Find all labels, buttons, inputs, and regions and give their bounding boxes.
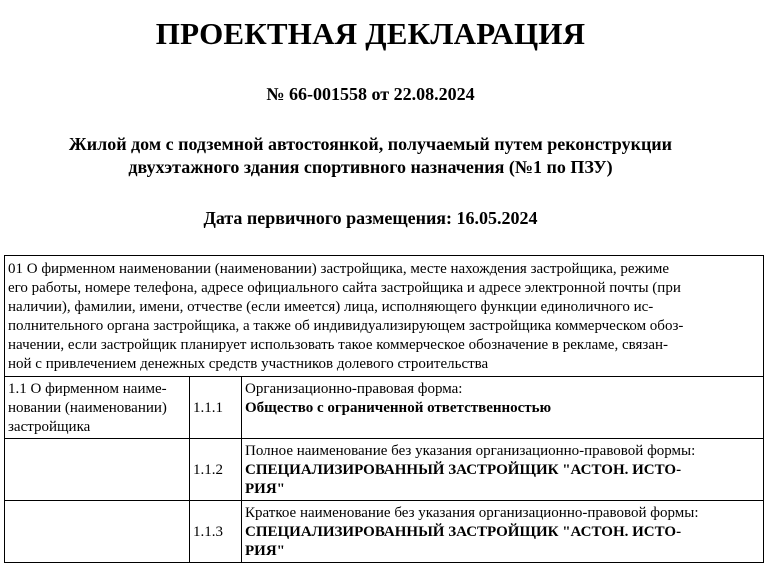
first-publication-date: Дата первичного размещения: 16.05.2024 [203, 208, 538, 228]
object-name-line: Жилой дом с подземной автостоянкой, получаемый путем реконструкции [68, 134, 673, 154]
section-01-line: полнительного органа застройщика, а также об индивидуализирующем застройщика коммерческом обоз- [8, 318, 684, 334]
subsection-label-line: 1.1 О фирменном наиме- [8, 381, 167, 397]
subsection-label-line: новании (наименовании) [8, 400, 167, 416]
object-name [0, 133, 741, 179]
row-code: 1.1.2 [190, 439, 242, 501]
field-value-line: СПЕЦИАЛИЗИРОВАННЫЙ ЗАСТРОЙЩИК "АСТОН. ИСТО- [245, 524, 682, 540]
section-01-line: 01 О фирменном наименовании (наименовании) застройщика, месте нахождения застройщика, режиме [8, 261, 670, 277]
declaration-table [4, 255, 764, 563]
row-content [242, 501, 764, 563]
declaration-number: № 66-001558 от 22.08.2024 [266, 84, 475, 104]
field-label: Краткое наименование без указания организационно-правовой формы: [245, 505, 699, 521]
row-code: 1.1.1 [190, 377, 242, 439]
row-content [242, 377, 764, 439]
field-value: Общество с ограниченной ответственностью [245, 400, 552, 416]
section-01-line: ной с привлечением денежных средств участников долевого строительства [8, 356, 489, 372]
empty-section-cell [5, 439, 190, 501]
document-title: ПРОЕКТНАЯ ДЕКЛАРАЦИЯ [155, 16, 586, 51]
section-01-line: начении, если застройщик планирует использовать такое коммерческое обозначение в рекламе, связан- [8, 337, 669, 353]
field-value-line: РИЯ" [245, 481, 285, 497]
subsection-label-line: застройщика [8, 419, 91, 435]
field-value-line: РИЯ" [245, 543, 285, 559]
row-code: 1.1.3 [190, 501, 242, 563]
row-content [242, 439, 764, 501]
field-label: Организационно-правовая форма: [245, 381, 463, 397]
section-01-line: наличии), фамилии, имени, отчестве (если имеется) лица, исполняющего функции единоличного ис- [8, 299, 654, 315]
section-01-line: его работы, номере телефона, адресе официального сайта застройщика и адресе электронной почты (при [8, 280, 681, 296]
field-label: Полное наименование без указания организационно-правовой формы: [245, 443, 696, 459]
section-01-row [5, 256, 764, 377]
subsection-1-1-label [5, 377, 190, 439]
table-row [5, 377, 764, 439]
object-name-line: двухэтажного здания спортивного назначения (№1 по ПЗУ) [128, 157, 613, 177]
section-01-heading [5, 256, 764, 377]
empty-section-cell [5, 501, 190, 563]
table-row [5, 439, 764, 501]
table-row [5, 501, 764, 563]
field-value-line: СПЕЦИАЛИЗИРОВАННЫЙ ЗАСТРОЙЩИК "АСТОН. ИСТО- [245, 462, 682, 478]
